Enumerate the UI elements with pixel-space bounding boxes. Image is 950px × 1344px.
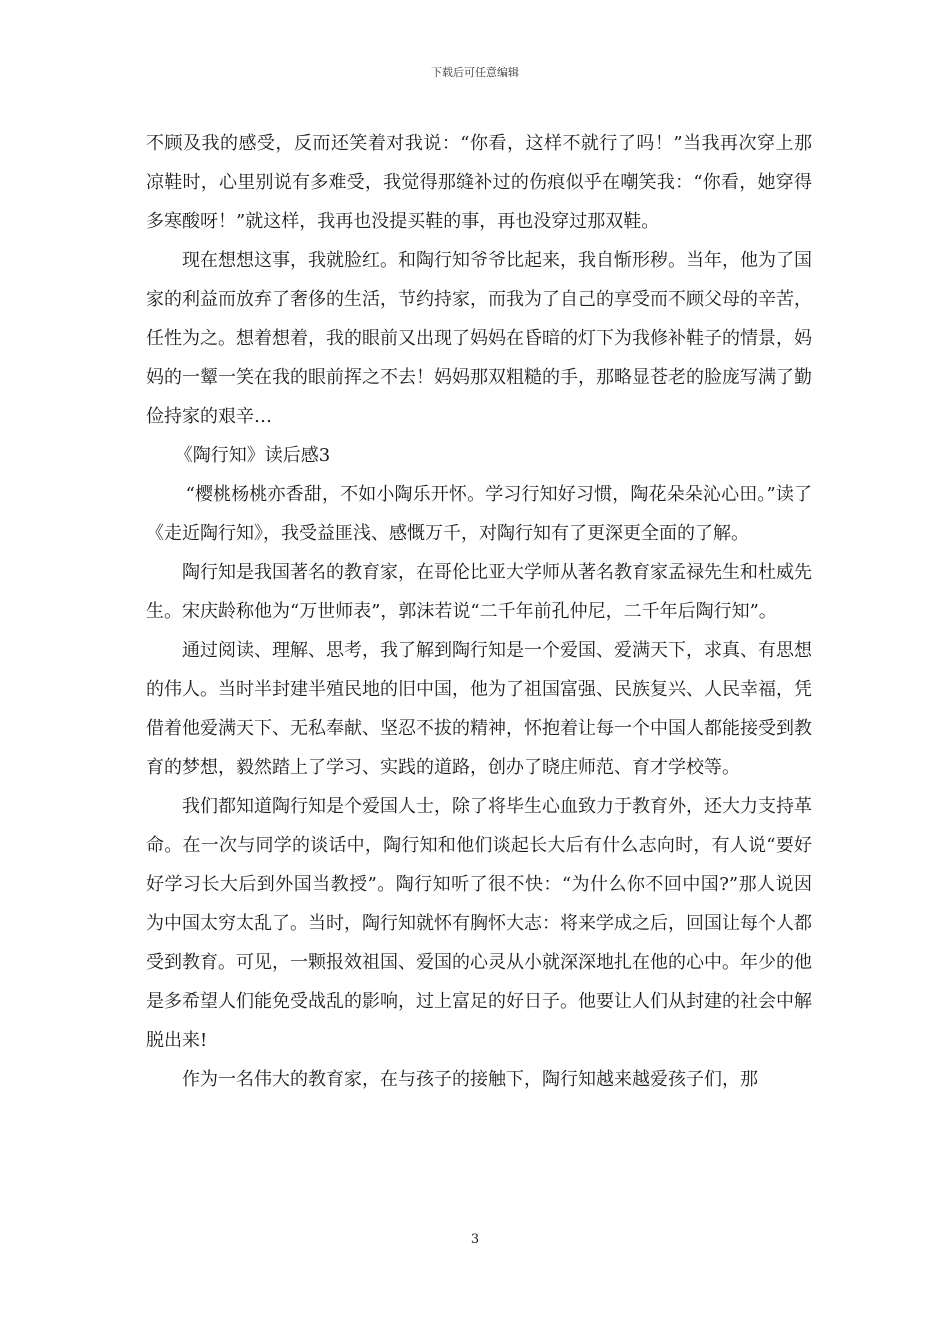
paragraph: “樱桃杨桃亦香甜，不如小陶乐开怀。学习行知好习惯，陶花朵朵沁心田。”读了《走近陶行知》，我受益匪浅、感慨万千，对陶行知有了更深更全面的了解。 (146, 484, 812, 544)
paragraph: 陶行知是我国著名的教育家，在哥伦比亚大学师从著名教育家孟禄先生和杜威先生。宋庆龄称他为“万世师表”，郭沫若说“二千年前孔仲尼，二千年后陶行知”。 (146, 562, 812, 622)
document-body (146, 124, 812, 1099)
paragraph: 我们都知道陶行知是个爱国人士，除了将毕生心血致力于教育外，还大力支持革命。在一次与同学的谈话中，陶行知和他们谈起长大后有什么志向时，有人说“要好好学习长大后到外国当教授”。陶行知听了很不快：“为什么你不回中国?”那人说因为中国太穷太乱了。当时，陶行知就怀有胸怀大志：将来学成之后，回国让每个人都受到教育。可见，一颗报效祖国、爱国的心灵从小就深深地扎在他的心中。年少的他是多希望人们能免受战乱的影响，过上富足的好日子。他要让人们从封建的社会中解脱出来! (146, 796, 812, 1051)
paragraph: 作为一名伟大的教育家，在与孩子的接触下，陶行知越来越爱孩子们，那 (182, 1069, 758, 1090)
page-header: 下载后可任意编辑 (431, 66, 519, 79)
section-heading: 《陶行知》读后感3 (174, 445, 331, 466)
paragraph: 通过阅读、理解、思考，我了解到陶行知是一个爱国、爱满天下，求真、有思想的伟人。当时半封建半殖民地的旧中国，他为了祖国富强、民族复兴、人民幸福，凭借着他爱满天下、无私奉献、坚忍不拔的精神，怀抱着让每一个中国人都能接受到教育的梦想，毅然踏上了学习、实践的道路，创办了晓庄师范、育才学校等。 (146, 640, 812, 778)
paragraph-continuation: 不顾及我的感受，反而还笑着对我说：“你看，这样不就行了吗！”当我再次穿上那凉鞋时，心里别说有多难受，我觉得那缝补过的伤痕似乎在嘲笑我：“你看，她穿得多寒酸呀！”就这样，我再也没提买鞋的事，再也没穿过那双鞋。 (146, 133, 812, 232)
page-number: 3 (470, 1232, 480, 1247)
paragraph: 现在想想这事，我就脸红。和陶行知爷爷比起来，我自惭形秽。当年，他为了国家的利益而放弃了奢侈的生活，节约持家，而我为了自己的享受而不顾父母的辛苦，任性为之。想着想着，我的眼前又出现了妈妈在昏暗的灯下为我修补鞋子的情景，妈妈的一颦一笑在我的眼前挥之不去！妈妈那双粗糙的手，那略显苍老的脸庞写满了勤俭持家的艰辛… (146, 250, 812, 427)
